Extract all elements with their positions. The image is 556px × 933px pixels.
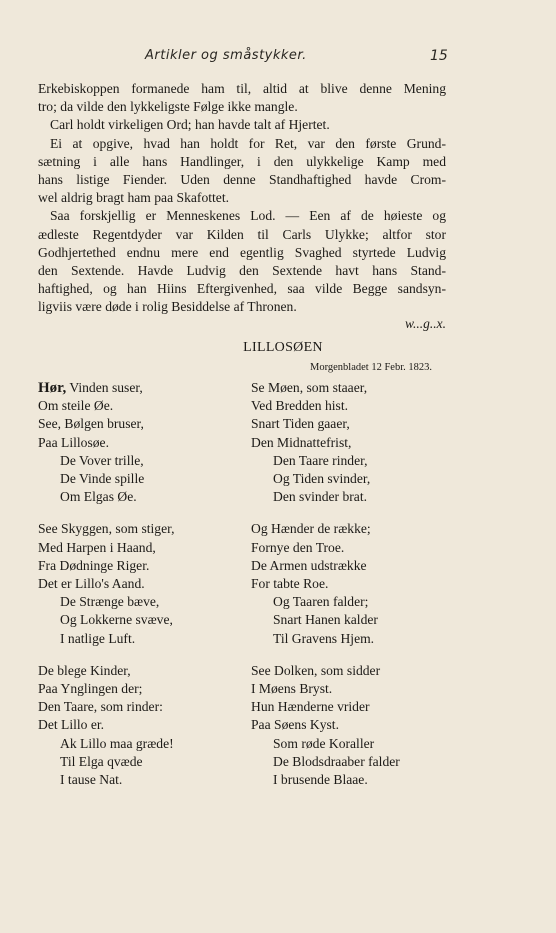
verse-text: De Blodsdraaber falder bbox=[273, 753, 400, 769]
verse-text: De Strænge bæve, bbox=[60, 594, 160, 610]
verse-line bbox=[38, 630, 238, 648]
verse-text: Om Elgas Øe. bbox=[60, 489, 137, 505]
text-line: Erkebiskoppen formanede ham til, altid at blive denne Mening bbox=[38, 81, 446, 96]
text-line: Saa forskjellig er Menneskenes Lod. — Een af de høieste og bbox=[50, 208, 446, 224]
text-line: hans listige Fiender. Uden denne Standhaftighed havde Crom- bbox=[38, 172, 446, 188]
verse-opening-word: Hør, bbox=[38, 380, 67, 396]
verse-text: Det er Lillo's Aand. bbox=[38, 576, 145, 592]
verse-line bbox=[38, 488, 238, 506]
poem-source: Morgenbladet 12 Febr. 1823. bbox=[309, 362, 432, 373]
verse-line bbox=[38, 575, 238, 593]
text-line: Godhjertethed endnu mere end egentlig Svaghed styrtede Ludvig bbox=[38, 244, 446, 260]
paragraph bbox=[38, 207, 446, 316]
verse-line bbox=[251, 575, 451, 593]
verse-line bbox=[38, 593, 238, 611]
text-line: sætning i alle hans Handlinger, i den ulykkelige Kamp med bbox=[38, 153, 446, 169]
verse-text: Om steile Øe. bbox=[38, 398, 114, 414]
verse-text: De Vinde spille bbox=[60, 471, 145, 487]
poem-stanza bbox=[251, 520, 451, 647]
verse-text: Snart Hanen kalder bbox=[273, 612, 378, 628]
running-title: Artikler og småstykker. bbox=[145, 48, 307, 63]
verse-text: Den Taare rinder, bbox=[273, 452, 368, 468]
verse-text: I natlige Luft. bbox=[60, 630, 136, 646]
poem-stanza bbox=[38, 520, 238, 647]
paragraph bbox=[38, 116, 446, 134]
verse-line bbox=[38, 434, 238, 452]
author-signature: w...g..x. bbox=[405, 316, 446, 331]
verse-line bbox=[251, 698, 451, 716]
poem-right-column bbox=[251, 379, 451, 803]
verse-text: I tause Nat. bbox=[60, 772, 123, 788]
verse-line bbox=[251, 611, 451, 629]
verse-line bbox=[38, 452, 238, 470]
text-line: den Sextende. Havde Ludvig den Sextende havt hans Stand- bbox=[38, 263, 446, 279]
verse-text: Med Harpen i Haand, bbox=[38, 539, 156, 555]
text-line: tro; da vilde den lykkeligste Følge ikke mangle. bbox=[38, 99, 298, 115]
verse-text: Snart Tiden gaaer, bbox=[251, 416, 350, 432]
text-line: Ei at opgive, hvad han holdt for Ret, var den første Grund- bbox=[50, 135, 446, 151]
verse-line bbox=[251, 452, 451, 470]
verse-line bbox=[38, 662, 238, 680]
verse-line bbox=[38, 611, 238, 629]
verse-line bbox=[251, 488, 451, 506]
verse-text: Paa Søens Kyst. bbox=[251, 717, 339, 733]
verse-line bbox=[38, 753, 238, 771]
verse-text: Ved Bredden hist. bbox=[251, 398, 349, 414]
text-line: haftighed, og han Hiins Eftergivenhed, saa vilde Begge sandsyn- bbox=[38, 281, 446, 297]
verse-line bbox=[251, 397, 451, 415]
verse-line bbox=[251, 680, 451, 698]
verse-text: Paa Ynglingen der; bbox=[38, 681, 143, 697]
verse-line bbox=[251, 735, 451, 753]
verse-line bbox=[38, 680, 238, 698]
verse-line bbox=[251, 771, 451, 789]
verse-line bbox=[38, 470, 238, 488]
text-line: ligviis være døde i rolig Besiddelse af Thronen. bbox=[38, 299, 297, 315]
poem-stanza bbox=[38, 379, 238, 506]
verse-text: Og Taaren falder; bbox=[273, 594, 369, 610]
verse-text: For tabte Roe. bbox=[251, 576, 329, 592]
poem-stanza bbox=[38, 662, 238, 789]
verse-line bbox=[38, 557, 238, 575]
verse-text: Den svinder brat. bbox=[273, 489, 367, 505]
page-header bbox=[0, 48, 556, 68]
verse-text: De Armen udstrække bbox=[251, 557, 367, 573]
verse-line bbox=[251, 662, 451, 680]
verse-text: Vinden suser, bbox=[69, 380, 143, 395]
verse-line bbox=[251, 716, 451, 734]
text-line: Carl holdt virkeligen Ord; han havde talt af Hjertet. bbox=[50, 117, 330, 133]
verse-line bbox=[38, 771, 238, 789]
text-line: ædleste Regentdyder var Kilden til Carls Ulykke; altfor stor bbox=[38, 226, 446, 242]
verse-line bbox=[38, 735, 238, 753]
verse-line bbox=[251, 415, 451, 433]
verse-text: I brusende Blaae. bbox=[273, 772, 368, 788]
paragraph bbox=[38, 80, 446, 116]
verse-text: Den Midnattefrist, bbox=[251, 434, 352, 450]
poem-title: LILLOSØEN bbox=[243, 340, 323, 355]
verse-line bbox=[251, 470, 451, 488]
verse-text: De blege Kinder, bbox=[38, 662, 131, 678]
verse-text: Og Lokkerne svæve, bbox=[60, 612, 173, 628]
verse-line bbox=[38, 415, 238, 433]
verse-text: Fornye den Troe. bbox=[251, 539, 345, 555]
verse-text: Og Hænder de række; bbox=[251, 521, 371, 537]
verse-text: Hun Hænderne vrider bbox=[251, 699, 370, 715]
verse-text: See Dolken, som sidder bbox=[251, 662, 381, 678]
verse-text: Ak Lillo maa græde! bbox=[60, 735, 174, 751]
verse-line bbox=[251, 434, 451, 452]
verse-line bbox=[38, 520, 238, 538]
verse-line bbox=[38, 716, 238, 734]
poem-stanza bbox=[251, 379, 451, 506]
verse-text: See Skyggen, som stiger, bbox=[38, 521, 175, 537]
verse-line bbox=[251, 379, 451, 397]
paragraph bbox=[38, 135, 446, 208]
verse-text: Paa Lillosøe. bbox=[38, 434, 109, 450]
prose-body bbox=[38, 80, 446, 317]
verse-line bbox=[251, 520, 451, 538]
verse-line bbox=[251, 539, 451, 557]
verse-text: Og Tiden svinder, bbox=[273, 471, 371, 487]
poem-stanza bbox=[251, 662, 451, 789]
verse-text: Den Taare, som rinder: bbox=[38, 699, 163, 715]
verse-text: Fra Dødninge Riger. bbox=[38, 557, 150, 573]
verse-text: De Vover trille, bbox=[60, 452, 144, 468]
page-number: 15 bbox=[430, 48, 448, 64]
verse-text: See, Bølgen bruser, bbox=[38, 416, 144, 432]
verse-line bbox=[38, 539, 238, 557]
verse-text: Til Gravens Hjem. bbox=[273, 630, 375, 646]
verse-line bbox=[251, 630, 451, 648]
verse-text: Til Elga qvæde bbox=[60, 753, 143, 769]
verse-line bbox=[251, 753, 451, 771]
verse-line bbox=[38, 698, 238, 716]
text-line: wel aldrig bragt ham paa Skafottet. bbox=[38, 190, 230, 206]
poem-left-column bbox=[38, 379, 238, 803]
verse-line bbox=[38, 379, 238, 397]
verse-line bbox=[38, 397, 238, 415]
verse-line bbox=[251, 593, 451, 611]
verse-text: Som røde Koraller bbox=[273, 735, 375, 751]
verse-text: Det Lillo er. bbox=[38, 717, 105, 733]
verse-text: Se Møen, som staaer, bbox=[251, 380, 368, 395]
verse-text: I Møens Bryst. bbox=[251, 681, 333, 697]
verse-line bbox=[251, 557, 451, 575]
